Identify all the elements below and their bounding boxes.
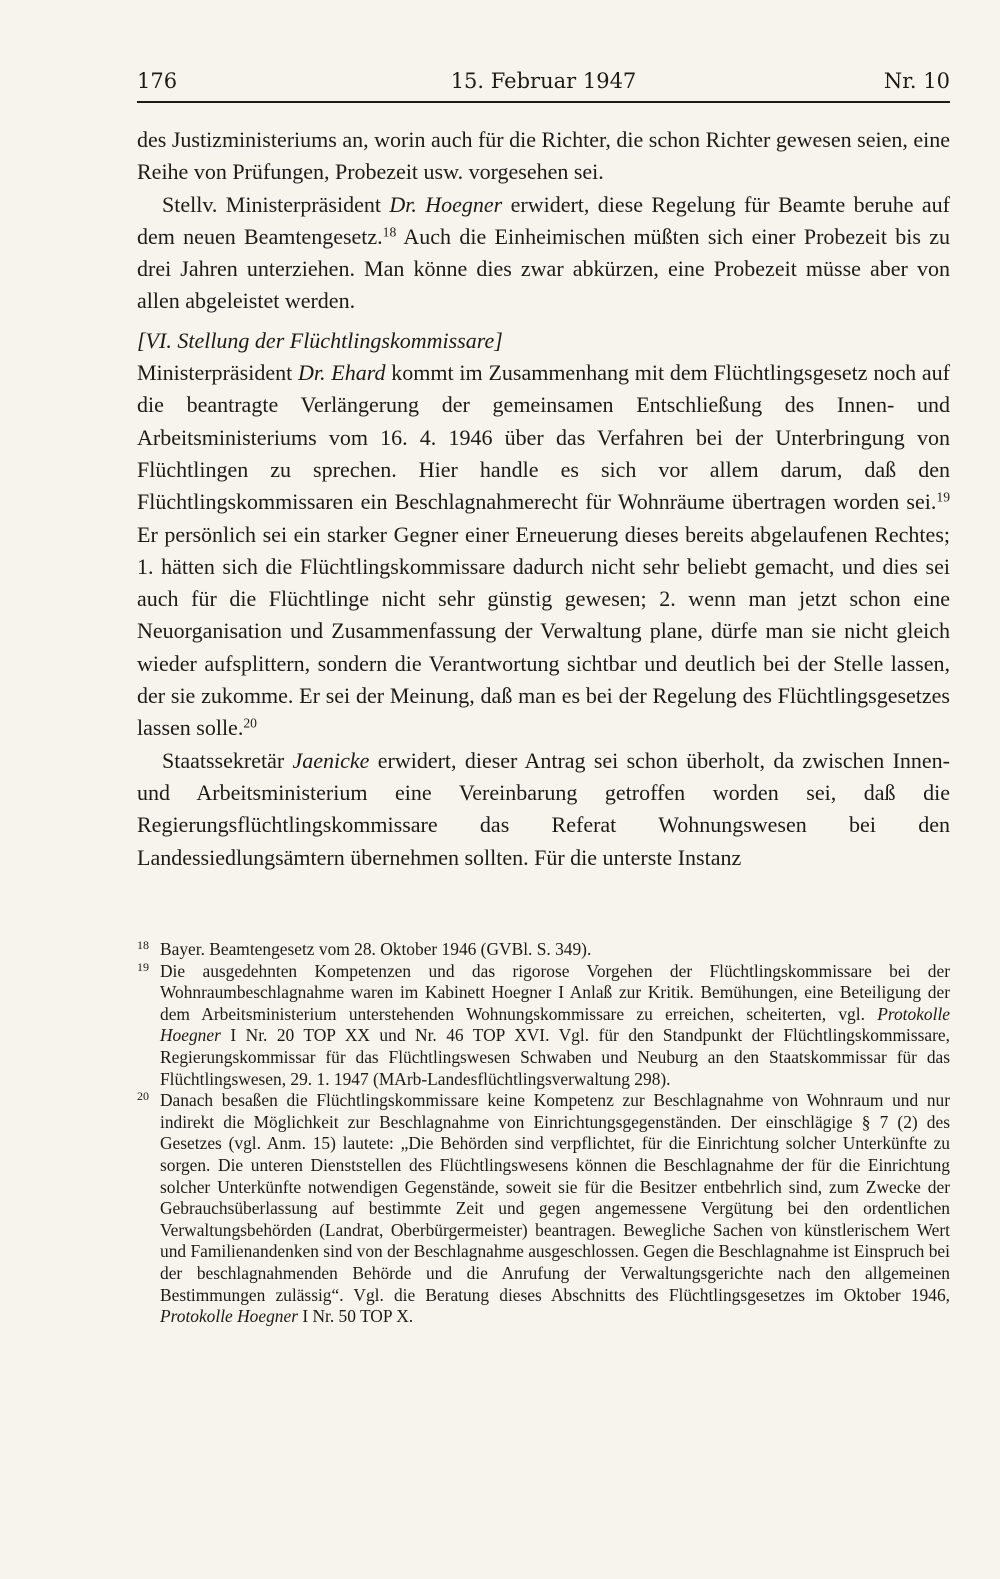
section-heading: [VI. Stellung der Flüchtlingskommissare]: [137, 327, 503, 353]
footnote-ref-19[interactable]: 19: [936, 489, 950, 505]
speaker-name: Dr. Hoegner: [389, 191, 503, 217]
footnote-number: 19: [137, 959, 149, 974]
footnote-ref-18[interactable]: 18: [382, 224, 397, 240]
speaker-title: Ministerpräsident: [137, 360, 298, 386]
footnote-number: 20: [137, 1089, 149, 1104]
speaker-title: Stellv. Ministerpräsident: [162, 191, 390, 217]
cited-work: Protokolle Hoegner: [160, 1306, 298, 1327]
footnote-20: [137, 1090, 950, 1328]
footnote-number: 18: [137, 938, 149, 952]
footnote-text: Danach besaßen die Flüchtlingskommissare keine Kompetenz zur Beschlagnahme von Wohnraum und nur indirekt die Möglichkeit zur Beschlagnahme von Einrichtungsgegenständen. Der einschlägige § 7 (2) des Gesetzes (vgl. Anm. 15) lautete: „Die Behörden sind verpflichtet, für die Einrichtung solcher Unterkünfte zu sorgen. Die unteren Dienststellen des Flüchtlingswesens können die Beschlagnahme der für die Einrichtung solcher Unterkünfte notwendigen Gegenstände, soweit sie für die Besitzer entbehrlich sind, zum Zwecke der Gebrauchsüberlassung auf bestimmte Zeit und gegen angemessene Vergütung bei den ordentlichen Verwaltungsbehörden (Landrat, Oberbürgermeister) beantragen. Bewegliche Sachen von künstlerischem Wert und Familienandenken sind von der Beschlagnahme ausgeschlossen. Gegen die Beschlagnahme ist Einspruch bei der beschlagnahmenden Behörde und die Anrufung der Verwaltungsgerichte nach den allgemeinen Bestimmungen zulässig“. Vgl. die Beratung dieses Abschnitts des Flüchtlingsgesetzes im Oktober 1946,: [160, 1090, 950, 1305]
speaker-name: Dr. Ehard: [298, 360, 386, 386]
footnote-text: Bayer. Beamtengesetz vom 28. Oktober 1946 (GVBl. S. 349).: [160, 939, 592, 959]
speaker-title: Staatssekretär: [162, 747, 293, 773]
paragraph-1: des Justizministeriums an, worin auch für die Richter, die schon Richter gewesen seien, eine Reihe von Prüfungen, Probezeit usw. vorgesehen sei.: [137, 127, 950, 185]
footnote-ref-20[interactable]: 20: [243, 715, 257, 731]
footnote-text: I Nr. 20 TOP XX und Nr. 46 TOP XVI. Vgl. für den Standpunkt der Flüchtlingskommissare, Regierungskommissar für das Flüchtlingswesen Schwaben und Neuburg an den Staatskommissar für das Flüchtlingswesen, 29. 1. 1947 (MArb-Landesflüchtlingsverwaltung 298).: [160, 1025, 950, 1089]
cited-work: Protokolle Hoegner: [160, 1003, 950, 1046]
paragraph-3-text-a: kommt im Zusammenhang mit dem Flüchtlingsgesetz noch auf die beantragte Verlängerung der gemeinsamen Entschließung des Innen- und Arbeitsministeriums vom 16. 4. 1946 über das Verfahren bei der Unterbringung von Flüchtlingen zu sprechen. Hier handle es sich vor allem darum, daß den Flüchtlingskommissaren ein Beschlagnahmerecht für Wohnräume übertragen worden sei.: [137, 360, 950, 515]
issue-number: Nr. 10: [883, 69, 950, 93]
header-rule: [137, 101, 950, 103]
speaker-name: Jaenicke: [292, 747, 370, 773]
main-text: [137, 124, 950, 874]
paragraph-2-text-a: erwidert, diese Regelung für Beamte beruhe auf dem neuen Beamtengesetz.: [137, 191, 950, 249]
footnote-19: [137, 961, 950, 1091]
paragraph-3: [137, 357, 950, 745]
paragraph-4: [137, 745, 950, 874]
paragraph-3-text-b: Er persönlich sei ein starker Gegner einer Erneuerung dieses bereits abgelaufenen Rechtes; 1. hätten sich die Flüchtlingskommissare dadurch nicht sehr beliebt gemacht, und dies sei auch für die Flüchtlinge nicht sehr günstig gewesen; 2. wenn man jetzt schon eine Neuorganisation und Zusammenfassung der Verwaltung plane, dürfe man sie nicht gleich wieder aufsplittern, sondern die Verantwortung sichtbar und deutlich bei der Stelle lassen, der sie zukomme. Er sei der Meinung, daß man es bei der Regelung des Flüchtlingsgesetzes lassen solle.: [137, 521, 950, 741]
footnote-text: I Nr. 50 TOP X.: [297, 1306, 414, 1327]
paragraph-2-text-b: Auch die Einheimischen müßten sich einer Probezeit bis zu drei Jahren unterziehen. Man könne dies zwar abkürzen, eine Probezeit müsse aber von allen abgeleistet werden.: [137, 223, 950, 314]
footnote-18: [137, 939, 950, 961]
page-number: 176: [137, 69, 178, 93]
header-date: 15. Februar 1947: [450, 69, 637, 93]
footnotes: [137, 939, 950, 1328]
paragraph-4-text: erwidert, dieser Antrag sei schon überholt, da zwischen Innen- und Arbeitsministerium eine Vereinbarung getroffen worden sei, daß die Regierungsflüchtlingskommissare das Referat Wohnungswesen bei den Landessiedlungsämtern übernehmen sollten. Für die unterste Instanz: [137, 747, 950, 870]
paragraph-2: [137, 189, 950, 318]
footnote-text: Die ausgedehnten Kompetenzen und das rigorose Vorgehen der Flüchtlingskommissare bei der Wohnraumbeschlagnahme waren im Kabinett Hoegner I Anlaß zur Kritik. Bemühungen, eine Beteiligung der dem Arbeitsministerium unterstehenden Wohnungskommissare zu erreichen, scheiterten, vgl.: [160, 960, 950, 1024]
